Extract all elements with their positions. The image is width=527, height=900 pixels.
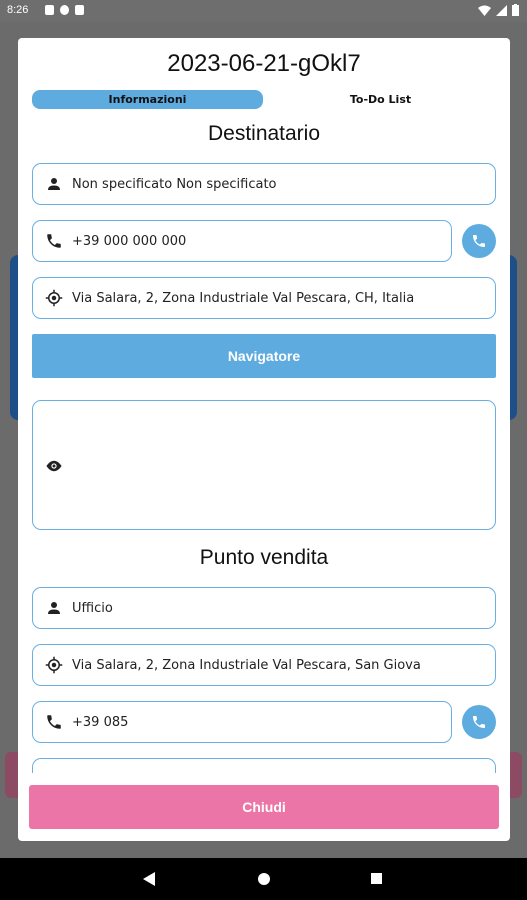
recipient-call-button[interactable] xyxy=(462,224,496,258)
location-target-icon xyxy=(45,289,63,307)
store-section-title: Punto vendita xyxy=(199,546,329,569)
store-address-field[interactable] xyxy=(32,644,496,686)
store-name-field[interactable] xyxy=(32,587,496,629)
dialog-content[interactable] xyxy=(18,38,510,773)
eye-icon[interactable] xyxy=(45,457,63,475)
recent-apps-icon[interactable] xyxy=(371,873,382,884)
person-icon xyxy=(45,599,63,617)
notification-icon xyxy=(60,5,69,15)
back-icon[interactable] xyxy=(143,872,155,886)
status-bar xyxy=(0,0,527,22)
battery-icon xyxy=(512,4,519,16)
home-icon[interactable] xyxy=(258,873,270,885)
signal-icon xyxy=(496,5,507,16)
call-icon xyxy=(471,714,487,730)
phone-icon xyxy=(45,232,63,250)
tab-todo-list[interactable]: To-Do List xyxy=(349,93,412,106)
tab-informazioni[interactable]: Informazioni xyxy=(32,90,263,109)
store-call-button[interactable] xyxy=(462,705,496,739)
person-icon xyxy=(45,175,63,193)
dialog-title: 2023-06-21-gOkl7 xyxy=(167,50,361,77)
recipient-name-value: Non specificato Non specificato xyxy=(72,176,277,192)
store-phone-value: +39 085 xyxy=(72,714,129,730)
recipient-address-value: Via Salara, 2, Zona Industriale Val Pescara, CH, Italia xyxy=(72,290,415,306)
system-icons xyxy=(478,4,519,16)
recipient-name-field[interactable] xyxy=(32,163,496,205)
store-address-value: Via Salara, 2, Zona Industriale Val Pescara, San Giova xyxy=(72,657,421,673)
recipient-phone-value: +39 000 000 000 xyxy=(72,233,187,249)
store-phone-field[interactable] xyxy=(32,701,452,743)
background-button xyxy=(5,752,19,798)
location-target-icon xyxy=(45,656,63,674)
store-name-value: Ufficio xyxy=(72,600,113,616)
order-detail-dialog xyxy=(18,38,510,841)
recipient-section-title: Destinatario xyxy=(207,122,321,145)
wifi-icon xyxy=(478,5,491,16)
call-icon xyxy=(471,233,487,249)
sd-card-icon xyxy=(75,5,84,15)
store-extra-field[interactable] xyxy=(32,758,496,773)
recipient-address-field[interactable] xyxy=(32,277,496,319)
navigator-button[interactable]: Navigatore xyxy=(32,334,496,378)
phone-icon xyxy=(45,713,63,731)
system-navigation-bar xyxy=(0,858,527,900)
status-time: 8:26 xyxy=(7,4,29,16)
recipient-note-field[interactable] xyxy=(32,400,496,530)
notification-icon xyxy=(45,5,54,15)
recipient-phone-field[interactable] xyxy=(32,220,452,262)
background-button xyxy=(508,752,522,798)
notification-icons xyxy=(45,5,84,15)
close-button[interactable]: Chiudi xyxy=(29,785,499,829)
